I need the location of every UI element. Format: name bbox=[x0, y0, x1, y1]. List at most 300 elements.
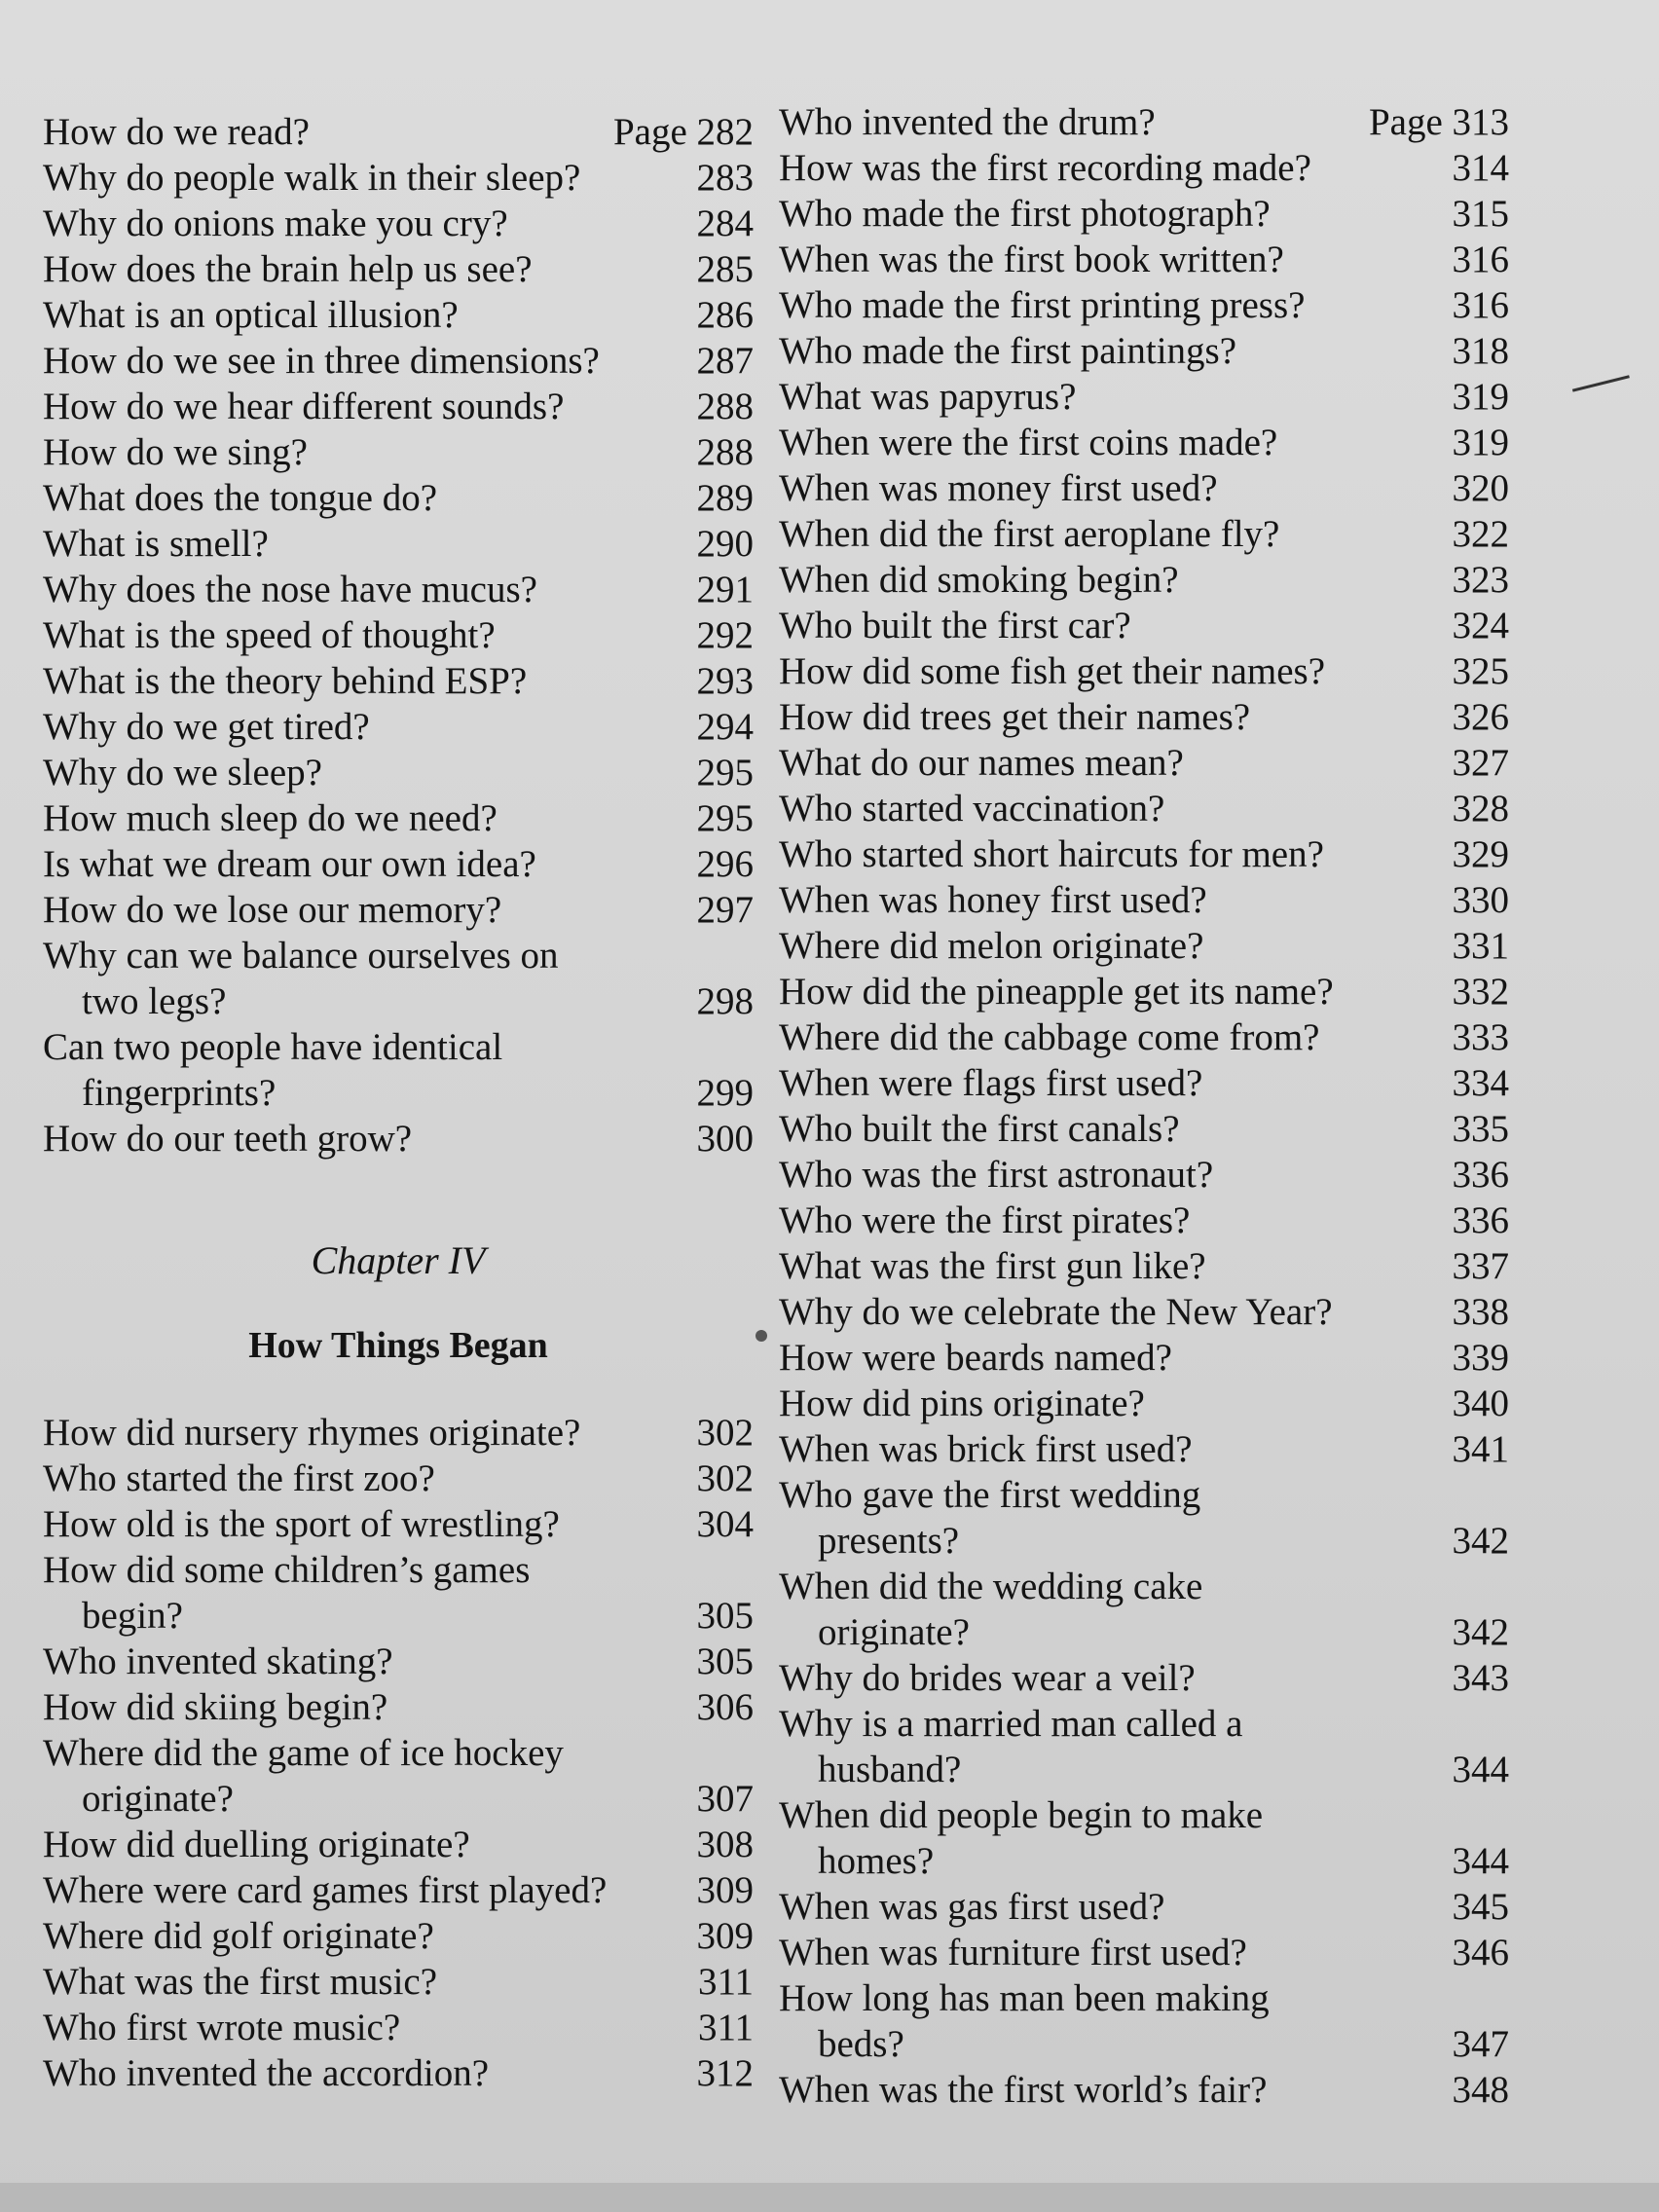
entry-title bbox=[779, 740, 1425, 786]
entry-title-line: Who started short haircuts for men? bbox=[779, 833, 1324, 875]
entry-page-number bbox=[670, 1116, 754, 1161]
contents-entry bbox=[43, 567, 754, 612]
entry-page-number bbox=[613, 109, 754, 155]
page-number: 315 bbox=[1452, 193, 1509, 235]
contents-entry bbox=[779, 328, 1509, 374]
entry-page-number bbox=[1425, 740, 1509, 786]
entry-title-line: Who was the first astronaut? bbox=[779, 1154, 1214, 1196]
entry-title-line: What does the tongue do? bbox=[43, 477, 438, 519]
contents-entry bbox=[779, 923, 1509, 969]
entry-title bbox=[43, 1822, 670, 1867]
entry-title-line: Where were card games first played? bbox=[43, 1869, 608, 1911]
entry-title-line: Is what we dream our own idea? bbox=[43, 843, 536, 885]
entry-page-number bbox=[1425, 1838, 1509, 1884]
entry-page-number bbox=[1425, 877, 1509, 923]
contents-entry bbox=[43, 1116, 754, 1161]
entry-title bbox=[779, 1106, 1425, 1152]
entry-page-number bbox=[670, 201, 754, 246]
entry-title-line: How long has man been making bbox=[779, 1977, 1270, 2019]
entry-page-number bbox=[1425, 2021, 1509, 2067]
entry-title bbox=[43, 1547, 670, 1639]
contents-entry bbox=[43, 1456, 754, 1501]
contents-entry bbox=[43, 1501, 754, 1547]
entry-page-number bbox=[1425, 1243, 1509, 1289]
contents-entry bbox=[779, 1564, 1509, 1655]
page-number: 309 bbox=[696, 1869, 754, 1911]
contents-entry bbox=[779, 2067, 1509, 2113]
contents-entry bbox=[43, 1547, 754, 1639]
contents-entry bbox=[43, 1684, 754, 1730]
entry-title-line: What do our names mean? bbox=[779, 742, 1184, 784]
contents-entry bbox=[43, 201, 754, 246]
entry-title-line: How do our teeth grow? bbox=[43, 1118, 413, 1160]
page-number: 335 bbox=[1452, 1108, 1509, 1150]
contents-entry bbox=[779, 557, 1509, 603]
entry-page-number bbox=[1425, 374, 1509, 420]
contents-entry bbox=[779, 191, 1509, 237]
page-number: 329 bbox=[1452, 833, 1509, 875]
entry-title bbox=[43, 658, 670, 704]
entry-title bbox=[779, 374, 1425, 420]
page-number: 295 bbox=[696, 752, 754, 793]
entry-title bbox=[779, 1152, 1425, 1198]
entry-title-continuation: beds? bbox=[818, 2023, 904, 2065]
entry-title bbox=[779, 1381, 1425, 1426]
page-number: 311 bbox=[697, 1961, 754, 2003]
entry-title bbox=[779, 237, 1425, 282]
entry-title bbox=[779, 1701, 1425, 1792]
entry-title bbox=[43, 338, 670, 384]
page-bottom-edge bbox=[0, 2183, 1659, 2212]
entry-title bbox=[43, 201, 670, 246]
contents-entry bbox=[43, 429, 754, 475]
contents-entry bbox=[779, 237, 1509, 282]
entry-title-line: Why do we sleep? bbox=[43, 752, 322, 793]
page-number: 319 bbox=[1452, 422, 1509, 463]
page-number: 336 bbox=[1452, 1199, 1509, 1241]
entry-title bbox=[779, 1335, 1425, 1381]
entry-title-line: When were flags first used? bbox=[779, 1062, 1203, 1104]
entry-title bbox=[43, 1639, 670, 1684]
page-number: 288 bbox=[696, 386, 754, 427]
contents-entry bbox=[779, 1884, 1509, 1930]
entry-page-number bbox=[670, 475, 754, 521]
entry-title bbox=[779, 1792, 1425, 1884]
page-number: 318 bbox=[1452, 330, 1509, 372]
contents-entry bbox=[779, 1335, 1509, 1381]
page-number: 296 bbox=[696, 843, 754, 885]
entry-page-number bbox=[1425, 969, 1509, 1014]
entry-title-line: When did smoking begin? bbox=[779, 559, 1179, 601]
contents-entry bbox=[779, 374, 1509, 420]
entry-title-line: Why do people walk in their sleep? bbox=[43, 157, 581, 199]
contents-entry bbox=[43, 658, 754, 704]
entry-page-number bbox=[670, 658, 754, 704]
entry-title-line: Who invented skating? bbox=[43, 1641, 393, 1682]
contents-entry bbox=[779, 1381, 1509, 1426]
entry-page-number bbox=[1425, 1426, 1509, 1472]
entry-page-number bbox=[670, 429, 754, 475]
page-number: 297 bbox=[696, 889, 754, 931]
entry-page-number bbox=[1425, 1335, 1509, 1381]
entry-title-line: Who invented the drum? bbox=[779, 101, 1156, 143]
page-number: 311 bbox=[697, 2007, 754, 2048]
contents-column-right bbox=[779, 99, 1509, 2113]
entry-page-number bbox=[670, 978, 754, 1024]
page-number: 294 bbox=[696, 706, 754, 748]
page-number: 305 bbox=[696, 1595, 754, 1637]
bullet-mark bbox=[756, 1330, 767, 1342]
entry-title-line: How do we hear different sounds? bbox=[43, 386, 565, 427]
page-number: 334 bbox=[1452, 1062, 1509, 1104]
contents-entry bbox=[779, 877, 1509, 923]
contents-entry bbox=[43, 2050, 754, 2096]
entry-title-continuation: fingerprints? bbox=[82, 1072, 276, 1114]
entry-title bbox=[779, 191, 1425, 237]
entry-title-line: Why do onions make you cry? bbox=[43, 203, 508, 244]
entry-title bbox=[779, 282, 1425, 328]
entry-title-line: Who gave the first wedding bbox=[779, 1474, 1201, 1516]
entry-page-number bbox=[670, 1410, 754, 1456]
contents-entry bbox=[43, 292, 754, 338]
entry-list-chapter-iii bbox=[43, 109, 754, 1161]
contents-entry bbox=[43, 887, 754, 933]
entry-page-number bbox=[670, 1501, 754, 1547]
entry-page-number bbox=[670, 1867, 754, 1913]
entry-page-number bbox=[670, 155, 754, 201]
page-number: 340 bbox=[1452, 1382, 1509, 1424]
entry-title bbox=[779, 1655, 1425, 1701]
entry-title-line: How did trees get their names? bbox=[779, 696, 1251, 738]
page-number: 307 bbox=[696, 1778, 754, 1820]
page-number: 299 bbox=[696, 1072, 754, 1114]
entry-page-number bbox=[1425, 1014, 1509, 1060]
contents-entry bbox=[779, 1198, 1509, 1243]
entry-page-number bbox=[1425, 1060, 1509, 1106]
entry-page-number bbox=[670, 750, 754, 795]
chapter-title: Chapter IV bbox=[311, 1238, 486, 1282]
contents-entry bbox=[43, 1959, 754, 2005]
entry-title bbox=[43, 475, 670, 521]
entry-title-line: How do we lose our memory? bbox=[43, 889, 502, 931]
entry-page-number bbox=[1425, 2067, 1509, 2113]
contents-entry bbox=[43, 612, 754, 658]
contents-entry bbox=[43, 1639, 754, 1684]
page-number: 316 bbox=[1452, 284, 1509, 326]
entry-title-line: How do we read? bbox=[43, 111, 310, 153]
entry-page-number bbox=[1425, 1609, 1509, 1655]
contents-entry bbox=[43, 795, 754, 841]
entry-title-continuation: homes? bbox=[818, 1840, 935, 1882]
entry-page-number bbox=[670, 384, 754, 429]
entry-title bbox=[43, 292, 670, 338]
page-number: 288 bbox=[696, 431, 754, 473]
page-label: Page bbox=[612, 111, 687, 153]
contents-entry bbox=[43, 1024, 754, 1116]
entry-title-line: Who first wrote music? bbox=[43, 2007, 401, 2048]
entry-page-number bbox=[670, 567, 754, 612]
entry-page-number bbox=[1425, 831, 1509, 877]
page-number: 291 bbox=[696, 569, 754, 610]
page-label: Page bbox=[1368, 101, 1443, 143]
page-number: 316 bbox=[1452, 239, 1509, 280]
page-number: 287 bbox=[696, 340, 754, 382]
contents-entry bbox=[779, 694, 1509, 740]
entry-title bbox=[779, 145, 1425, 191]
entry-page-number bbox=[1425, 603, 1509, 648]
entry-title-continuation: husband? bbox=[818, 1749, 962, 1790]
entry-page-number bbox=[1425, 237, 1509, 282]
entry-title-line: How did nursery rhymes originate? bbox=[43, 1412, 581, 1454]
page-number: 320 bbox=[1452, 467, 1509, 509]
entry-title bbox=[43, 521, 670, 567]
entry-title bbox=[779, 1198, 1425, 1243]
contents-entry bbox=[43, 2005, 754, 2050]
entry-title bbox=[779, 694, 1425, 740]
entry-title bbox=[779, 831, 1425, 877]
contents-entry bbox=[779, 465, 1509, 511]
entry-title bbox=[43, 1959, 670, 2005]
page-number: 341 bbox=[1452, 1428, 1509, 1470]
contents-entry bbox=[43, 246, 754, 292]
entry-page-number bbox=[1425, 1106, 1509, 1152]
page-number: 302 bbox=[696, 1457, 754, 1499]
entry-title-line: How old is the sport of wrestling? bbox=[43, 1503, 560, 1545]
entry-title bbox=[43, 1456, 670, 1501]
entry-title-line: Can two people have identical bbox=[43, 1026, 503, 1068]
entry-title-line: Who started the first zoo? bbox=[43, 1457, 435, 1499]
page-number: 302 bbox=[696, 1412, 754, 1454]
contents-entry bbox=[43, 704, 754, 750]
entry-title-line: How do we see in three dimensions? bbox=[43, 340, 600, 382]
contents-entry bbox=[43, 841, 754, 887]
entry-page-number bbox=[670, 1822, 754, 1867]
contents-entry bbox=[43, 1913, 754, 1959]
entry-title-line: How did some fish get their names? bbox=[779, 650, 1326, 692]
entry-page-number bbox=[1425, 328, 1509, 374]
entry-title bbox=[43, 1730, 670, 1822]
entry-page-number bbox=[670, 246, 754, 292]
entry-title-continuation: presents? bbox=[818, 1520, 960, 1562]
section-title: How Things Began bbox=[248, 1325, 548, 1366]
page-number: 290 bbox=[696, 523, 754, 565]
entry-page-number bbox=[1425, 1518, 1509, 1564]
entry-title-line: Why do brides wear a veil? bbox=[779, 1657, 1196, 1699]
entry-title bbox=[779, 1975, 1425, 2067]
entry-title bbox=[43, 1410, 670, 1456]
page-number: 313 bbox=[1452, 101, 1509, 143]
entry-page-number bbox=[1425, 282, 1509, 328]
entry-page-number bbox=[1425, 923, 1509, 969]
entry-title-line: When was furniture first used? bbox=[779, 1932, 1247, 1973]
page-number: 336 bbox=[1452, 1154, 1509, 1196]
contents-entry bbox=[779, 786, 1509, 831]
entry-title-line: When did the wedding cake bbox=[779, 1566, 1203, 1607]
page-number: 344 bbox=[1452, 1840, 1509, 1882]
entry-title-line: When was money first used? bbox=[779, 467, 1218, 509]
entry-title bbox=[43, 933, 670, 1024]
entry-title-line: Who built the first canals? bbox=[779, 1108, 1180, 1150]
page-number: 300 bbox=[696, 1118, 754, 1160]
page-number: 283 bbox=[696, 157, 754, 199]
entry-title bbox=[43, 1501, 670, 1547]
entry-page-number bbox=[1425, 420, 1509, 465]
entry-title-line: Who made the first printing press? bbox=[779, 284, 1306, 326]
entry-title bbox=[779, 99, 1369, 145]
contents-entry bbox=[43, 1410, 754, 1456]
entry-page-number bbox=[1425, 1381, 1509, 1426]
contents-entry bbox=[43, 521, 754, 567]
entry-title bbox=[43, 246, 670, 292]
entry-page-number bbox=[670, 887, 754, 933]
entry-title bbox=[779, 923, 1425, 969]
contents-entry bbox=[779, 1472, 1509, 1564]
contents-entry bbox=[779, 969, 1509, 1014]
entry-title-continuation: originate? bbox=[82, 1778, 234, 1820]
entry-page-number bbox=[1425, 465, 1509, 511]
entry-title bbox=[43, 841, 670, 887]
contents-entry bbox=[779, 1060, 1509, 1106]
entry-title bbox=[43, 1684, 670, 1730]
page-number: 326 bbox=[1452, 696, 1509, 738]
page-number: 323 bbox=[1452, 559, 1509, 601]
entry-title bbox=[779, 328, 1425, 374]
entry-title bbox=[779, 603, 1425, 648]
page-number: 284 bbox=[696, 203, 754, 244]
contents-entry bbox=[779, 145, 1509, 191]
page-number: 305 bbox=[696, 1641, 754, 1682]
entry-title-line: Why do we celebrate the New Year? bbox=[779, 1291, 1333, 1333]
entry-page-number bbox=[670, 1684, 754, 1730]
entry-title-line: How were beards named? bbox=[779, 1337, 1172, 1379]
page-number: 342 bbox=[1452, 1611, 1509, 1653]
entry-page-number bbox=[670, 1913, 754, 1959]
entry-title bbox=[43, 429, 670, 475]
page-number: 345 bbox=[1452, 1886, 1509, 1928]
page-number: 293 bbox=[696, 660, 754, 702]
entry-page-number bbox=[1425, 191, 1509, 237]
contents-entry bbox=[779, 1930, 1509, 1975]
entry-title-line: What was papyrus? bbox=[779, 376, 1077, 418]
page-number: 304 bbox=[696, 1503, 754, 1545]
entry-title bbox=[779, 1014, 1425, 1060]
entry-page-number bbox=[670, 1639, 754, 1684]
page-number: 339 bbox=[1452, 1337, 1509, 1379]
contents-entry bbox=[779, 282, 1509, 328]
entry-title-line: What was the first gun like? bbox=[779, 1245, 1206, 1287]
page-number: 338 bbox=[1452, 1291, 1509, 1333]
entry-title bbox=[43, 750, 670, 795]
entry-title bbox=[779, 557, 1425, 603]
entry-page-number bbox=[670, 292, 754, 338]
entry-title bbox=[43, 109, 613, 155]
entry-title bbox=[43, 2005, 670, 2050]
page-number: 285 bbox=[696, 248, 754, 290]
contents-entry bbox=[779, 1289, 1509, 1335]
page-number: 308 bbox=[696, 1824, 754, 1865]
entry-title bbox=[779, 786, 1425, 831]
contents-entry bbox=[43, 155, 754, 201]
entry-page-number bbox=[670, 521, 754, 567]
pencil-tick-mark bbox=[1572, 375, 1637, 421]
entry-title-line: How did some children’s games bbox=[43, 1549, 531, 1591]
entry-title bbox=[779, 2067, 1425, 2113]
entry-title-line: When was the first world’s fair? bbox=[779, 2069, 1268, 2111]
entry-title-line: Where did the cabbage come from? bbox=[779, 1016, 1320, 1058]
contents-entry bbox=[43, 384, 754, 429]
page-number: 330 bbox=[1452, 879, 1509, 921]
entry-page-number bbox=[1425, 694, 1509, 740]
contents-entry bbox=[43, 1822, 754, 1867]
entry-title-line: What was the first music? bbox=[43, 1961, 438, 2003]
entry-title bbox=[779, 1243, 1425, 1289]
contents-entry bbox=[43, 1867, 754, 1913]
contents-entry bbox=[779, 740, 1509, 786]
entry-page-number bbox=[670, 612, 754, 658]
entry-title bbox=[779, 1472, 1425, 1564]
contents-entry bbox=[43, 1730, 754, 1822]
entry-title-line: Why do we get tired? bbox=[43, 706, 370, 748]
entry-title-line: How did pins originate? bbox=[779, 1382, 1145, 1424]
entry-title-line: Why can we balance ourselves on bbox=[43, 935, 559, 977]
entry-page-number bbox=[670, 1593, 754, 1639]
contents-entry bbox=[779, 1426, 1509, 1472]
contents-entry bbox=[779, 511, 1509, 557]
entry-title bbox=[779, 511, 1425, 557]
entry-page-number bbox=[670, 338, 754, 384]
entry-title-line: Who started vaccination? bbox=[779, 788, 1165, 830]
entry-title bbox=[779, 1426, 1425, 1472]
contents-entry bbox=[779, 603, 1509, 648]
entry-title-line: When was the first book written? bbox=[779, 239, 1284, 280]
entry-title bbox=[779, 1930, 1425, 1975]
entry-title bbox=[779, 969, 1425, 1014]
entry-title bbox=[43, 1024, 670, 1116]
page-number: 289 bbox=[696, 477, 754, 519]
page-number: 319 bbox=[1452, 376, 1509, 418]
contents-entry bbox=[43, 475, 754, 521]
entry-page-number bbox=[670, 1776, 754, 1822]
page-number: 306 bbox=[696, 1686, 754, 1728]
contents-entry bbox=[779, 1701, 1509, 1792]
entry-title bbox=[779, 1564, 1425, 1655]
entry-title-continuation: two legs? bbox=[82, 980, 227, 1022]
page-number: 328 bbox=[1452, 788, 1509, 830]
page-number: 282 bbox=[696, 111, 754, 153]
page-number: 292 bbox=[696, 614, 754, 656]
entry-title bbox=[43, 155, 670, 201]
entry-title-line: What is the theory behind ESP? bbox=[43, 660, 528, 702]
page-number: 312 bbox=[696, 2052, 754, 2094]
entry-title bbox=[43, 887, 670, 933]
entry-title-line: Who made the first paintings? bbox=[779, 330, 1237, 372]
entry-title bbox=[779, 1289, 1425, 1335]
entry-title-line: Who built the first car? bbox=[779, 605, 1131, 646]
entry-title bbox=[779, 648, 1425, 694]
contents-entry bbox=[779, 99, 1509, 145]
page-number: 286 bbox=[696, 294, 754, 336]
entry-title-line: Who made the first photograph? bbox=[779, 193, 1271, 235]
entry-title bbox=[43, 2050, 670, 2096]
entry-page-number bbox=[670, 2005, 754, 2050]
page-number: 346 bbox=[1452, 1932, 1509, 1973]
page-number: 327 bbox=[1452, 742, 1509, 784]
entry-title-line: Who invented the accordion? bbox=[43, 2052, 490, 2094]
entry-title-line: How does the brain help us see? bbox=[43, 248, 533, 290]
page-number: 332 bbox=[1452, 971, 1509, 1013]
entry-title bbox=[779, 1884, 1425, 1930]
contents-entry bbox=[779, 1014, 1509, 1060]
